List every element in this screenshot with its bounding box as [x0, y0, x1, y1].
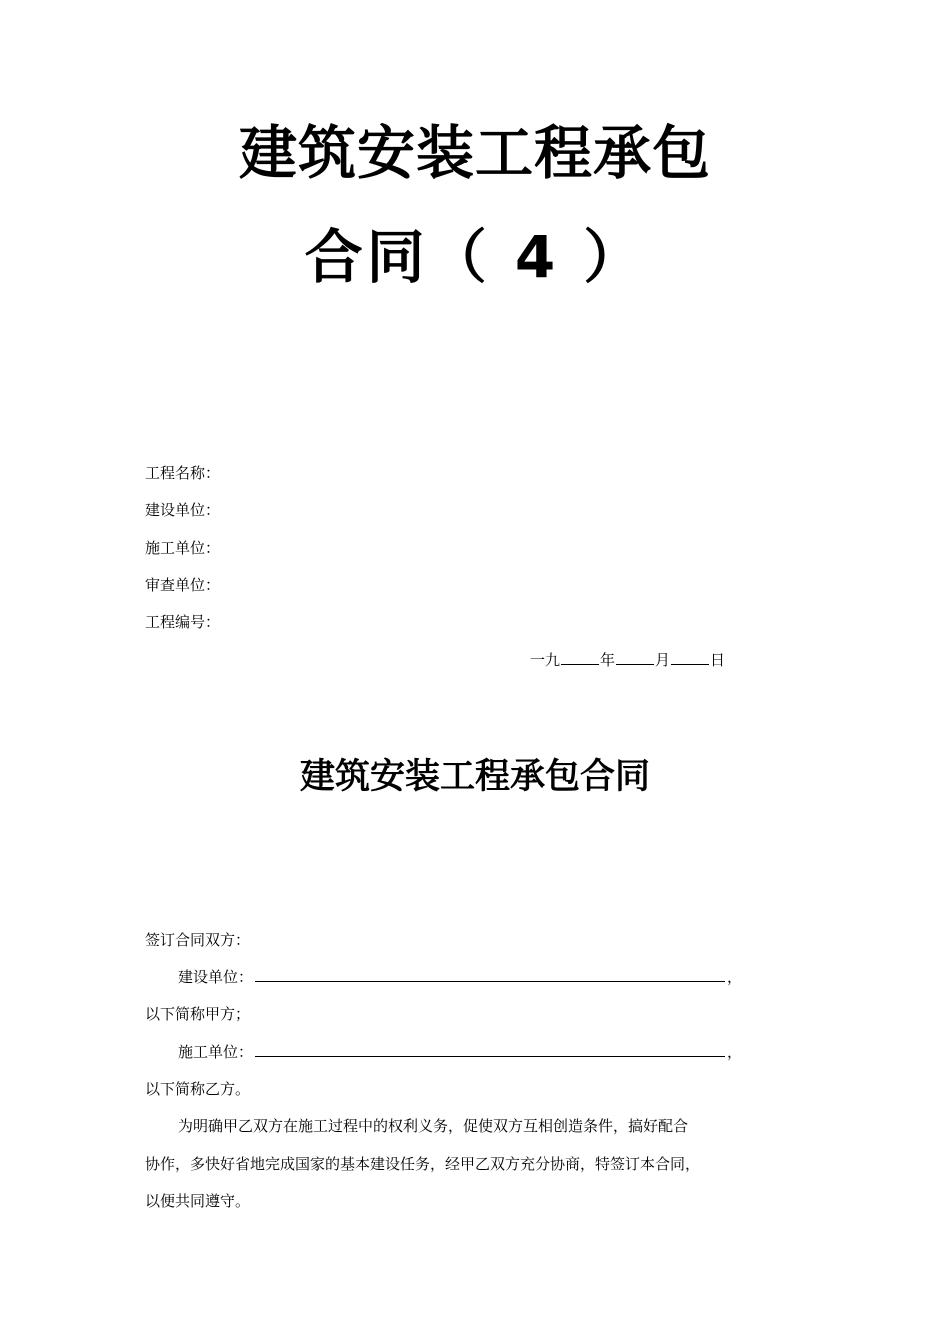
review-unit-label: 审查单位： — [145, 576, 221, 594]
date-line — [530, 650, 725, 670]
day-blank — [671, 650, 709, 665]
project-number-label: 工程编号： — [145, 613, 221, 631]
party-b-line — [178, 1041, 742, 1063]
party-b-blank — [255, 1042, 725, 1057]
date-prefix: 一九 — [530, 651, 561, 669]
party-a-label: 建设单位： — [178, 968, 254, 986]
party-b-alias: 以下简称乙方。 — [145, 1080, 251, 1098]
construction-unit-label: 建设单位： — [145, 501, 221, 519]
month-blank — [616, 650, 654, 665]
preamble-line-2: 协作，多快好省地完成国家的基本建设任务，经甲乙双方充分协商，特签订本合同， — [145, 1155, 701, 1173]
party-a-line — [178, 966, 742, 988]
month-label: 月 — [655, 651, 671, 669]
year-label: 年 — [600, 651, 616, 669]
contract-title: 建筑安装工程承包合同 — [299, 757, 650, 797]
party-b-label: 施工单位： — [178, 1043, 254, 1061]
contractor-unit-label: 施工单位： — [145, 539, 221, 557]
party-a-alias: 以下简称甲方； — [145, 1005, 251, 1023]
preamble-line-1: 为明确甲乙双方在施工过程中的权利义务，促使双方互相创造条件，搞好配合 — [178, 1117, 689, 1135]
cover-title-line-2: 合同（ 4 ） — [304, 223, 646, 291]
party-b-suffix: ， — [727, 1043, 743, 1061]
preamble-line-3: 以便共同遵守。 — [145, 1192, 251, 1210]
day-label: 日 — [710, 651, 726, 669]
parties-heading: 签订合同双方： — [145, 931, 251, 949]
project-name-label: 工程名称： — [145, 464, 221, 482]
party-a-suffix: ， — [727, 968, 743, 986]
party-a-blank — [255, 967, 725, 982]
cover-title-line-1: 建筑安装工程承包 — [238, 119, 711, 187]
year-blank — [561, 650, 599, 665]
